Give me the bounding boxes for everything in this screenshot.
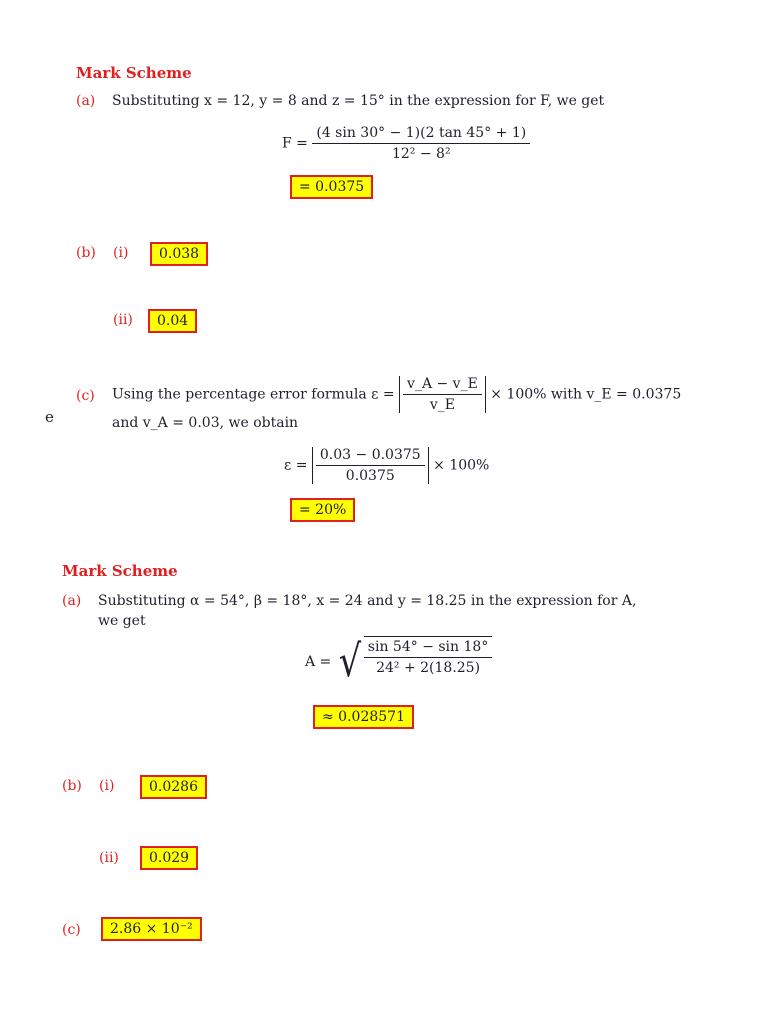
part-b-ii-label-1: (ii) [113,312,133,328]
part-b-label-2: (b) [62,778,82,794]
error-formula-denominator: v_E [429,397,455,413]
part-c-label-1: (c) [76,388,95,404]
epsilon-lhs: ε = [284,457,308,474]
error-formula-numerator: v_A − v_E [403,376,482,395]
formula-a-numerator: sin 54° − sin 18° [364,639,493,658]
part-c-label-2: (c) [62,922,81,938]
part-c-text-2: × 100% with v_E = 0.0375 [490,386,682,403]
formula-a-lhs: A = [305,654,332,670]
stray-letter: e [45,408,54,426]
formula-a-denominator: 24² + 2(18.25) [376,660,481,676]
epsilon-fraction [316,447,425,484]
answer-b-i-2: 0.0286 [140,775,207,799]
mark-scheme-title-2: Mark Scheme [62,562,178,580]
formula-f [282,125,530,162]
part-c-text-3: and v_A = 0.03, we obtain [112,415,299,431]
formula-f-fraction [312,125,530,162]
answer-c-1: = 20% [290,498,355,522]
answer-b-i-1: 0.038 [150,242,208,266]
part-b-i-label-1: (i) [113,245,129,261]
answer-b-ii-1: 0.04 [148,309,197,333]
mark-scheme-title-1: Mark Scheme [76,64,192,82]
formula-a [305,636,492,688]
part-a-text-2b: we get [98,613,146,629]
part-a-label-2: (a) [62,593,82,609]
part-a-text-2a: Substituting α = 54°, β = 18°, x = 24 and y = 18.25 in the expression for A, [98,593,637,609]
formula-f-numerator: (4 sin 30° − 1)(2 tan 45° + 1) [312,125,530,144]
answer-a-1: = 0.0375 [290,175,373,199]
formula-a-fraction [364,639,493,676]
answer-b-ii-2: 0.029 [140,846,198,870]
part-b-label-1: (b) [76,245,96,261]
part-a-text-1: Substituting x = 12, y = 8 and z = 15° in the expression for F, we get [112,93,605,109]
epsilon-formula [284,447,489,484]
answer-c-2: 2.86 × 10⁻² [101,917,202,941]
epsilon-times: × 100% [433,457,490,474]
formula-f-denominator: 12² − 8² [391,146,451,162]
part-a-label-1: (a) [76,93,96,109]
epsilon-denominator: 0.0375 [345,468,395,484]
answer-a-2: ≈ 0.028571 [313,705,414,729]
formula-a-sqrt [336,636,493,688]
formula-f-lhs: F = [282,135,308,152]
error-formula-abs [399,376,486,413]
part-c-text-1: Using the percentage error formula ε = [112,386,395,403]
percentage-error-line [112,376,681,413]
epsilon-numerator: 0.03 − 0.0375 [316,447,425,466]
error-formula-fraction [403,376,482,413]
formula-a-radicand [364,636,493,688]
sqrt-sign-icon: √ [338,636,361,687]
part-b-ii-label-2: (ii) [99,850,119,866]
epsilon-abs [312,447,429,484]
part-b-i-label-2: (i) [99,778,115,794]
